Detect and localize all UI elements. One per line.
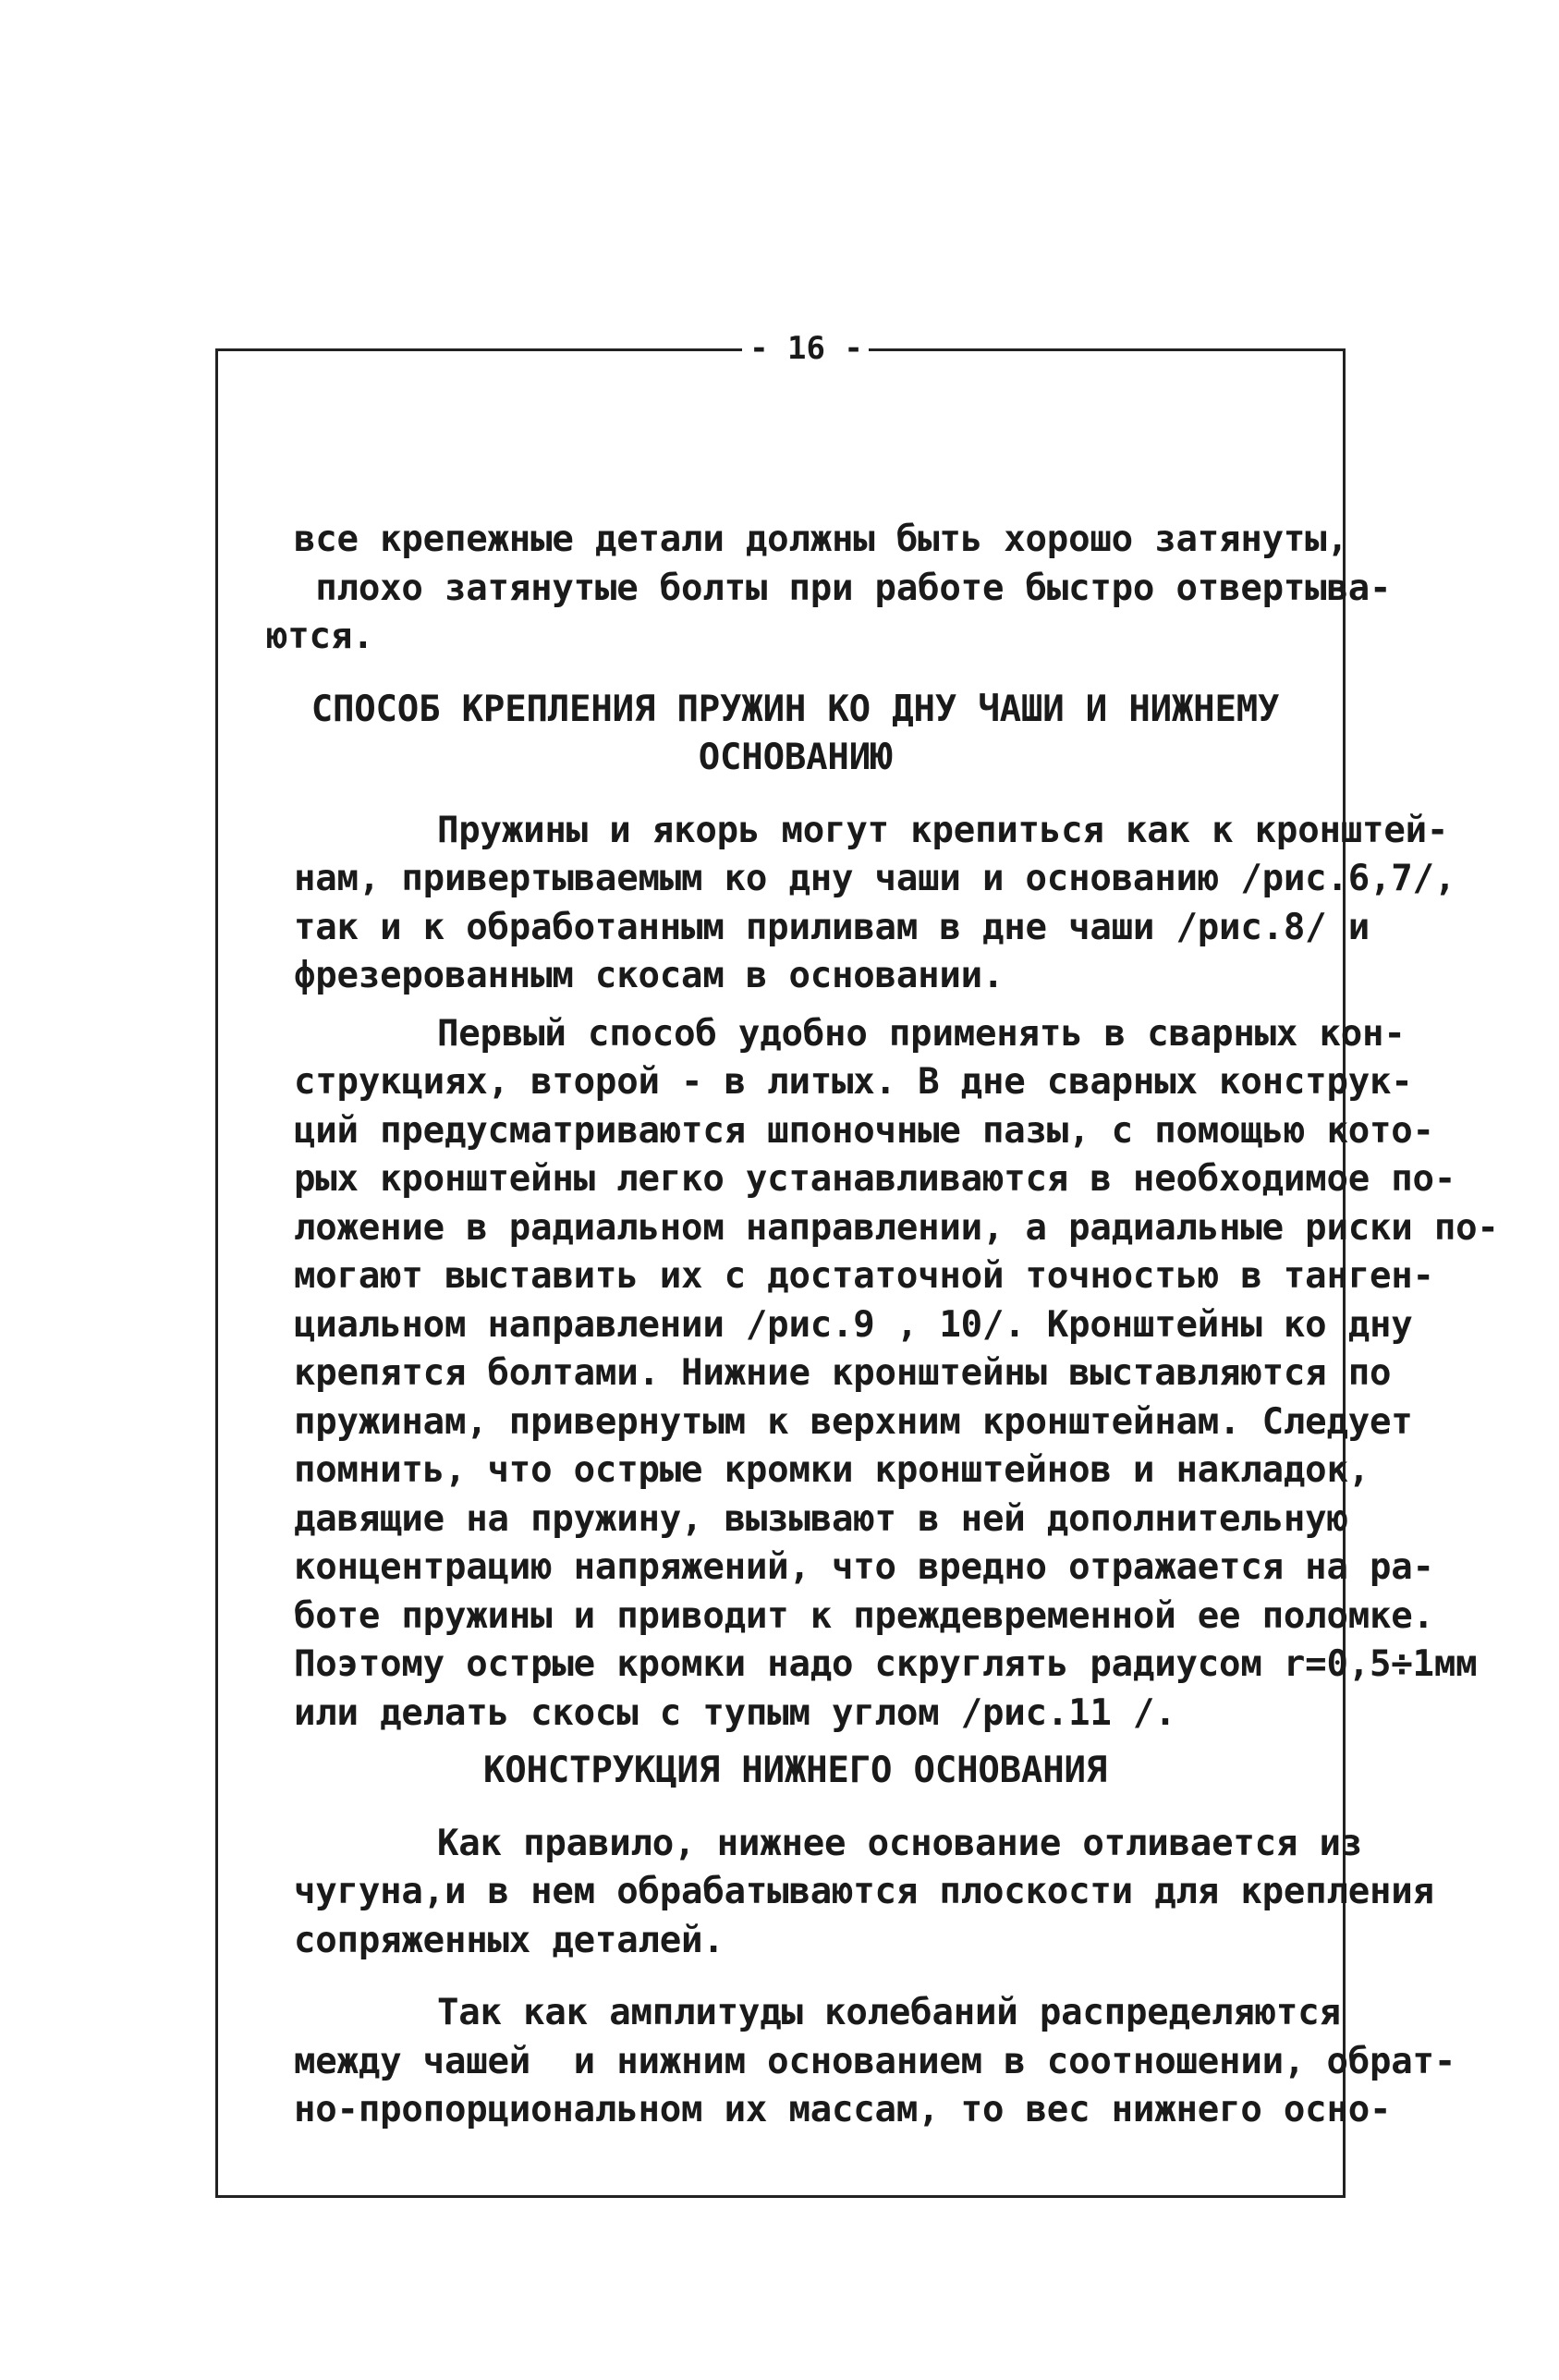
intro-line: плохо затянутые болты при работе быстро отвертыва-: [294, 567, 1392, 609]
paragraph-line: Поэтому острые кромки надо скруглять радиусом r=0,5÷1мм: [294, 1643, 1478, 1685]
intro-line: ются.: [266, 616, 374, 657]
paragraph-line: крепятся болтами. Нижние кронштейны выставляются по: [294, 1352, 1392, 1394]
paragraph-line: могают выставить их с достаточной точностью в танген-: [294, 1255, 1434, 1297]
frame-top-left-border: [215, 348, 742, 351]
page-content: [266, 516, 1499, 2135]
paragraph-line: Первый способ удобно применять в сварных кон-: [437, 1012, 1406, 1055]
paragraph-line: сопряженных деталей.: [294, 1919, 725, 1961]
page-number: - 16 -: [749, 330, 863, 367]
intro-line: все крепежные детали должны быть хорошо затянуты,: [294, 519, 1348, 560]
section-heading: ОСНОВАНИЮ: [698, 737, 893, 778]
paragraph-line: или делать скосы с тупым углом /рис.11 /.: [294, 1691, 1176, 1734]
paragraph-line: давящие на пружину, вызывают в ней дополнительную: [294, 1497, 1348, 1540]
paragraph-line: Пружины и якорь могут крепиться как к кронштей-: [437, 809, 1449, 851]
section-heading: СПОСОБ КРЕПЛЕНИЯ ПРУЖИН КО ДНУ ЧАШИ И НИЖНЕМУ: [311, 688, 1280, 730]
paragraph-line: фрезерованным скосам в основании.: [294, 955, 1005, 996]
paragraph-line: циальном направлении /рис.9 , 10/. Кронштейны ко дну: [294, 1303, 1413, 1346]
paragraph-line: ций предусматриваются шпоночные пазы, с помощью кото-: [294, 1109, 1434, 1152]
paragraph-line: струкциях, второй - в литых. В дне сварных конструк-: [294, 1061, 1413, 1103]
paragraph-line: концентрацию напряжений, что вредно отражается на ра-: [294, 1546, 1434, 1588]
paragraph-line: Так как амплитуды колебаний распределяются: [437, 1992, 1341, 2033]
paragraph-line: боте пружины и приводит к преждевременной ее поломке.: [294, 1594, 1434, 1637]
paragraph-line: помнить, что острые кромки кронштейнов и накладок,: [294, 1449, 1370, 1491]
paragraph-line: так и к обработанным приливам в дне чаши /рис.8/ и: [294, 906, 1370, 948]
paragraph-line: чугуна,и в нем обрабатываются плоскости для крепления: [294, 1871, 1434, 1912]
frame-top-right-border: [869, 348, 1346, 351]
frame-left-border: [215, 348, 218, 2197]
paragraph-line: рых кронштейны легко устанавливаются в необходимое по-: [294, 1158, 1456, 1200]
paragraph-line: но-пропорциональном их массам, то вес нижнего осно-: [294, 2089, 1392, 2130]
paragraph-line: нам, привертываемым ко дну чаши и основанию /рис.6,7/,: [294, 858, 1456, 899]
paragraph-line: пружинам, привернутым к верхним кронштейнам. Следует: [294, 1400, 1413, 1443]
paragraph-line: между чашей и нижним основанием в соотношении, обрат-: [294, 2040, 1456, 2082]
paragraph-line: Как правило, нижнее основание отливается из: [437, 1822, 1363, 1864]
paragraph-line: ложение в радиальном направлении, а радиальные риски по-: [294, 1206, 1499, 1249]
section-heading: КОНСТРУКЦИЯ НИЖНЕГО ОСНОВАНИЯ: [482, 1750, 1108, 1791]
frame-bottom-border: [215, 2195, 1346, 2198]
